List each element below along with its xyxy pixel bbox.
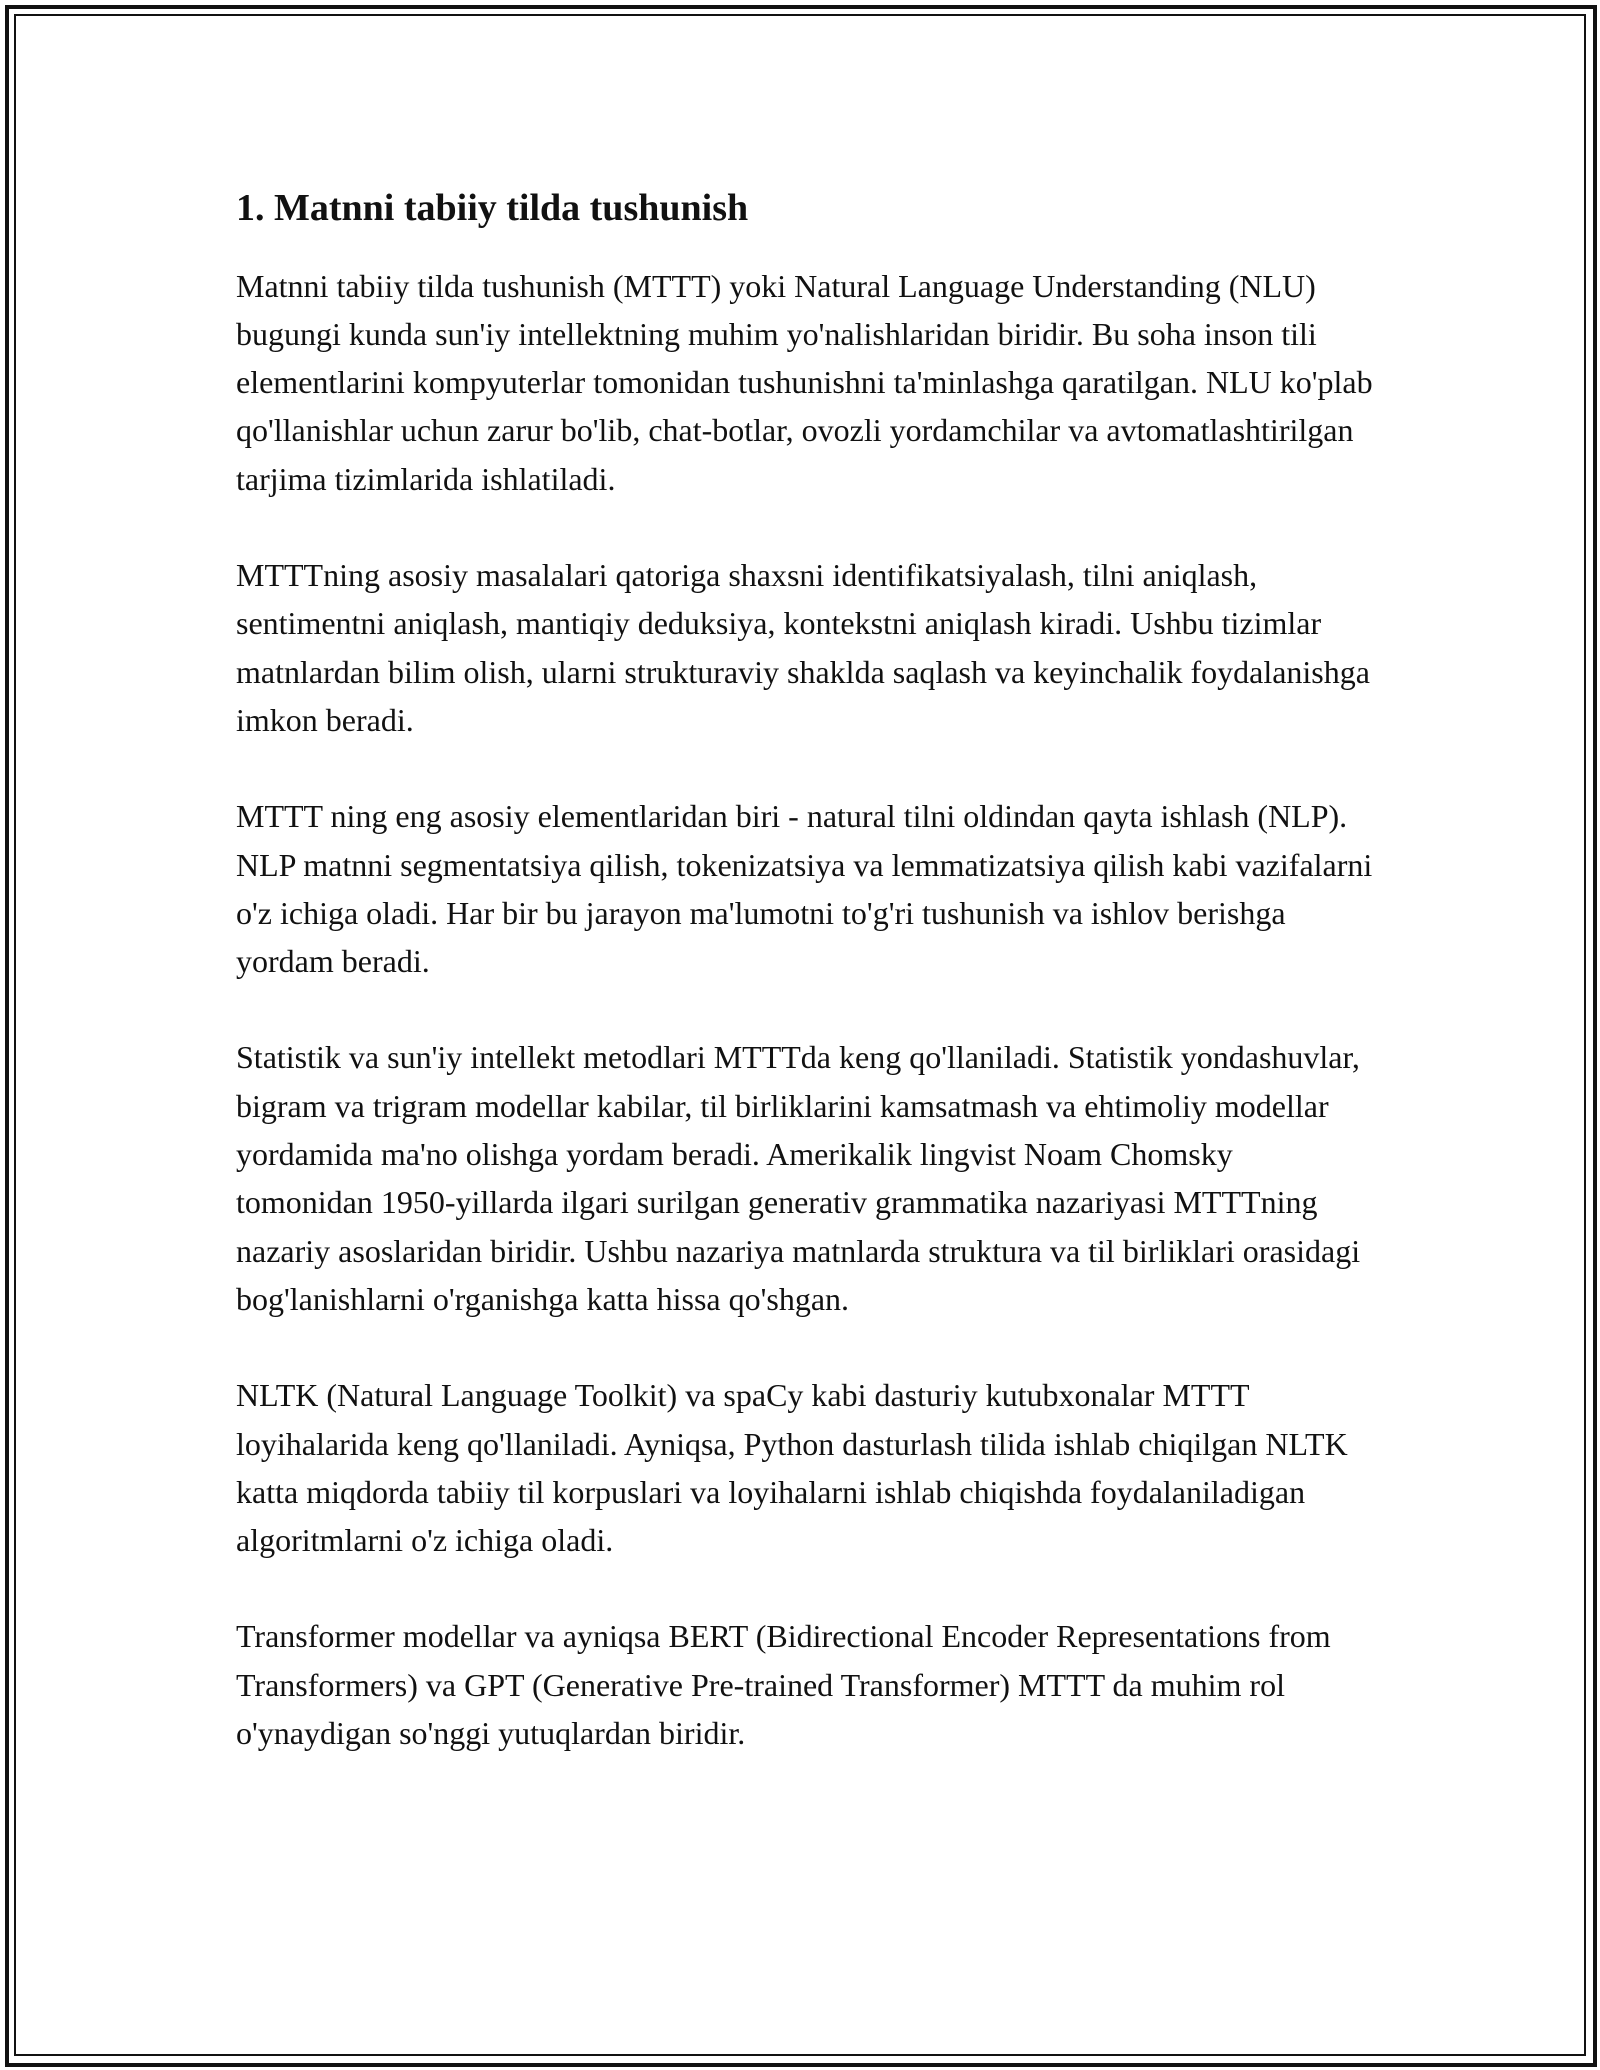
paragraph-statistical-methods: Statistik va sun'iy intellekt metodlari MTTTda keng qo'llaniladi. Statistik yondashuvlar, bigram va trigram modellar kabilar, til birliklarini kamsatmash va ehtimoliy modellar yordamida ma'no olishga yordam beradi. Amerikalik lingvist Noam Chomsky tomonidan 1950-yillarda ilgari surilgan generativ grammatika nazariyasi MTTTning nazariy asoslaridan biridir. Ushbu nazariya matnlarda struktura va til birliklari orasidagi bog'lanishlarni o'rganishga katta hissa qo'shgan. <box>236 1039 1361 1317</box>
section-heading: 1. Matnni tabiiy tilda tushunish <box>236 187 749 229</box>
paragraph-libraries: NLTK (Natural Language Toolkit) va spaCy kabi dasturiy kutubxonalar MTTT loyihalarida keng qo'llaniladi. Ayniqsa, Python dasturlash tilida ishlab chiqilgan NLTK katta miqdorda tabiiy til korpuslari va loyihalarni ishlab chiqishda foydalaniladigan algoritmlarni o'z ichiga oladi. <box>236 1377 1348 1559</box>
paragraph-main-tasks: MTTTning asosiy masalalari qatoriga shaxsni identifikatsiyalash, tilni aniqlash, sentimentni aniqlash, mantiqiy deduksiya, kontekstni aniqlash kiradi. Ushbu tizimlar matnlardan bilim olish, ularni strukturaviy shaklda saqlash va keyinchalik foydalanishga imkon beradi. <box>236 557 1370 738</box>
paragraph-nlp: MTTT ning eng asosiy elementlaridan biri - natural tilni oldindan qayta ishlash (NLP). NLP matnni segmentatsiya qilish, tokenizatsiya va lemmatizatsiya qilish kabi vazifalarni o'z ichiga oladi. Har bir bu jarayon ma'lumotni to'g'ri tushunish va ishlov berishga yordam beradi. <box>236 798 1373 980</box>
document-body <box>236 186 1376 1757</box>
paragraph-intro: Matnni tabiiy tilda tushunish (MTTT) yoki Natural Language Understanding (NLU) bugungi kunda sun'iy intellektning muhim yo'nalishlaridan biridir. Bu soha inson tili elementlarini kompyuterlar tomonidan tushunishni ta'minlashga qaratilgan. NLU ko'plab qo'llanishlar uchun zarur bo'lib, chat-botlar, ovozli yordamchilar va avtomatlashtirilgan tarjima tizimlarida ishlatiladi. <box>236 267 1373 497</box>
paragraph-transformers: Transformer modellar va ayniqsa BERT (Bidirectional Encoder Representations from Transformers) va GPT (Generative Pre-trained Transformer) MTTT da muhim rol o'ynaydigan so'nggi yutuqlardan biridir. <box>236 1618 1331 1752</box>
